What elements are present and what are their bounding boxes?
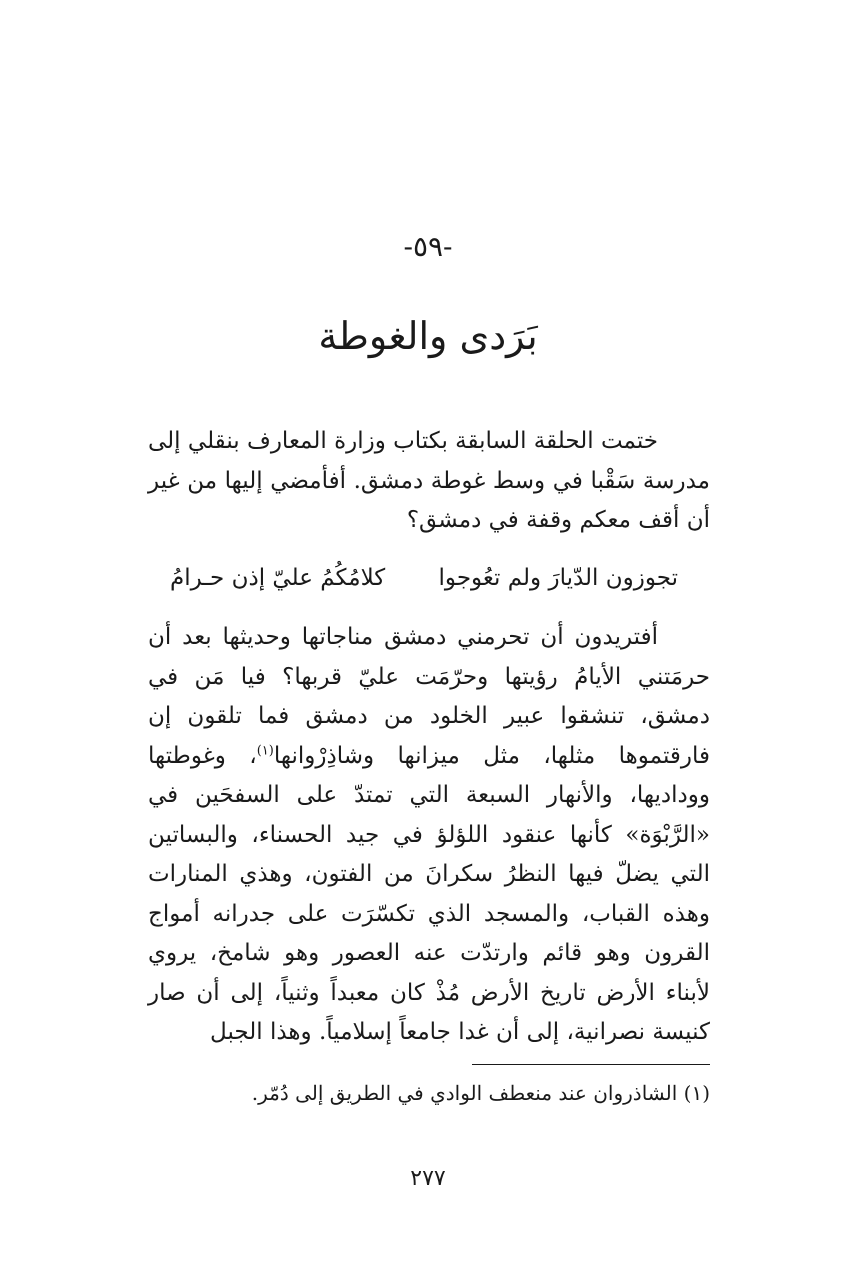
main-paragraph-text-before-note: أفتريدون أن تحرمني دمشق مناجاتها وحديثها بعد أن حرمَتني الأيامُ رؤيتها وحرّمَت عليّ قربها؟ فيا مَن في دمشق، تنشقوا عبير الخلود من دمشق فما تلقون إن فارقتموها مثلها، مثل ميزانها وشاذِرْوانها [148, 624, 710, 769]
opening-paragraph [148, 422, 710, 541]
main-paragraph-text-after-note: ، وغوطتها ووداديها، والأنهار السبعة التي تمتدّ على السفحَين في «الرَّبْوَة» كأنها عنقود اللؤلؤ في جيد الحسناء، والبساتين التي يضلّ فيها النظرُ سكرانَ من الفتون، وهذي المنارات وهذه القباب، والمسجد الذي تكسّرَت على جدرانه أمواج القرون وهو قائم وارتدّت عنه العصور وهو شامخ، يروي لأبناء الأرض تاريخ الأرض مُذْ كان معبداً وثنياً، إلى أن صار كنيسة نصرانية، إلى أن غدا جامعاً إسلامياً. وهذا الجبل [148, 742, 710, 1045]
verse-first-hemistich: تجوزون الدّيارَ ولم تعُوجوا [438, 565, 678, 591]
chapter-title: بَرَدى والغوطة [318, 314, 538, 358]
main-paragraph [148, 618, 710, 1053]
chapter-number: -٥٩- [403, 230, 453, 263]
verse-second-hemistich: كلامُكُمُ عليّ إذن حـرامُ [170, 565, 386, 591]
poetry-verse [148, 565, 710, 591]
footnote-divider [472, 1064, 710, 1065]
opening-paragraph-text: ختمت الحلقة السابقة بكتاب وزارة المعارف بنقلي إلى مدرسة سَقْبا في وسط غوطة دمشق. أفأمضي إليها من غير أن أقف معكم وقفة في دمشق؟ [148, 428, 710, 533]
footnote: (١) الشاذروان عند منعطف الوادي في الطريق إلى دُمّر. [251, 1081, 710, 1105]
page-number: ٢٧٧ [410, 1166, 446, 1191]
footnote-marker: (١) [256, 742, 274, 758]
